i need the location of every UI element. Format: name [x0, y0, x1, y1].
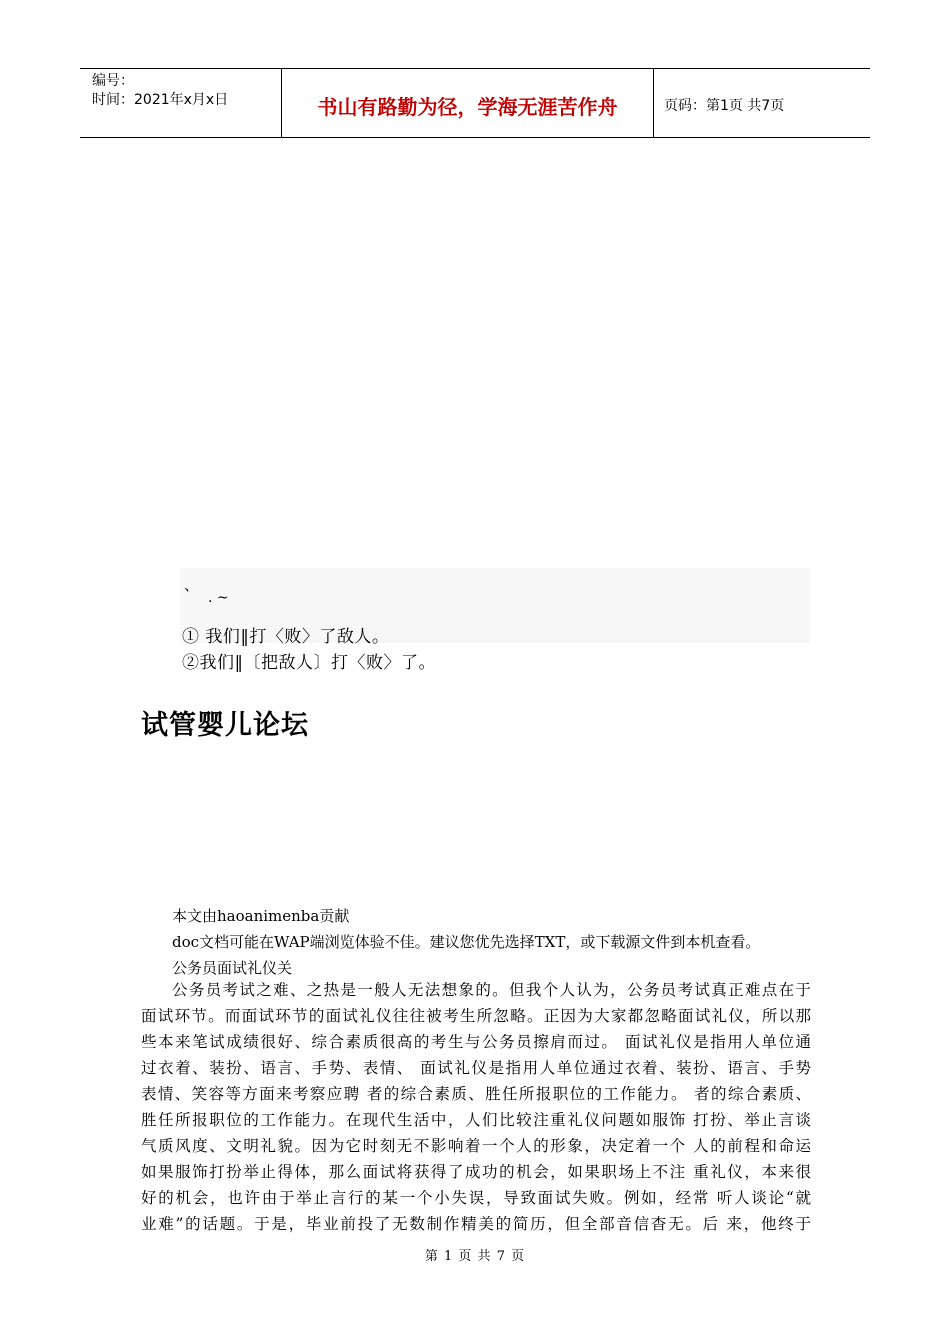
page-header — [80, 68, 870, 138]
body-line: 业难”的话题。于是，毕业前投了无数制作精美的简历，但全部音信杳无。后 来，他终于 — [141, 1215, 811, 1233]
body-line: 表情、笑容等方面来考察应聘 者的综合素质、胜任所报职位的工作能力。 者的综合素质、 — [141, 1085, 811, 1103]
snippet-mark: 、 — [184, 576, 200, 594]
header-motto: 书山有路勤为径，学海无涯苦作舟 — [282, 69, 654, 137]
header-page-info: 页码：第1页 共7页 — [664, 98, 785, 114]
header-time-label: 时间：2021年x月x日 — [92, 92, 229, 108]
section-heading: 公务员面试礼仪关 — [172, 959, 293, 977]
body-line: 面试环节。而面试环节的面试礼仪往往被考生所忽略。正因为大家都忽略面试礼仪，所以那 — [141, 1007, 811, 1025]
body-line: 公务员考试之难、之热是一般人无法想象的。但我个人认为，公务员考试真正难点在于 — [172, 981, 811, 999]
body-paragraph — [141, 977, 811, 1237]
contributor-line: 本文由haoanimenba贡献 — [172, 907, 350, 925]
snippet-line-2: ②我们‖〔把敌人〕打〈败〉了。 — [182, 653, 436, 673]
body-line: 些本来笔试成绩很好、综合素质很高的考生与公务员擦肩而过。 面试礼仪是指用人单位通 — [141, 1033, 811, 1051]
header-number-label: 编号： — [92, 73, 134, 89]
page-title: 试管婴儿论坛 — [141, 710, 309, 741]
body-line: 胜任所报职位的工作能力。在现代生活中，人们比较注重礼仪问题如服饰 打扮、举止言谈 — [141, 1111, 811, 1129]
snippet-line-1: ① 我们‖打〈败〉了敌人。 — [182, 627, 390, 647]
notice-line: doc文档可能在WAP端浏览体验不佳。建议您优先选择TXT，或下载源文件到本机查看。 — [172, 933, 761, 951]
body-line: 气质风度、文明礼貌。因为它时刻无不影响着一个人的形象，决定着一个 人的前程和命运 — [141, 1137, 811, 1155]
body-line: 过衣着、装扮、语言、手势、表情、 面试礼仪是指用人单位通过衣着、装扮、语言、手势 — [141, 1059, 811, 1077]
body-line: 好的机会，也许由于举止言行的某一个小失误，导致面试失败。例如，经常 听人谈论“就 — [141, 1189, 811, 1207]
page-footer: 第 1 页 共 7 页 — [424, 1249, 526, 1264]
snippet-mark: . ~ — [208, 590, 229, 606]
body-line: 如果服饰打扮举止得体，那么面试将获得了成功的机会，如果职场上不注 重礼仪，本来很 — [141, 1163, 811, 1181]
header-meta — [80, 69, 282, 137]
